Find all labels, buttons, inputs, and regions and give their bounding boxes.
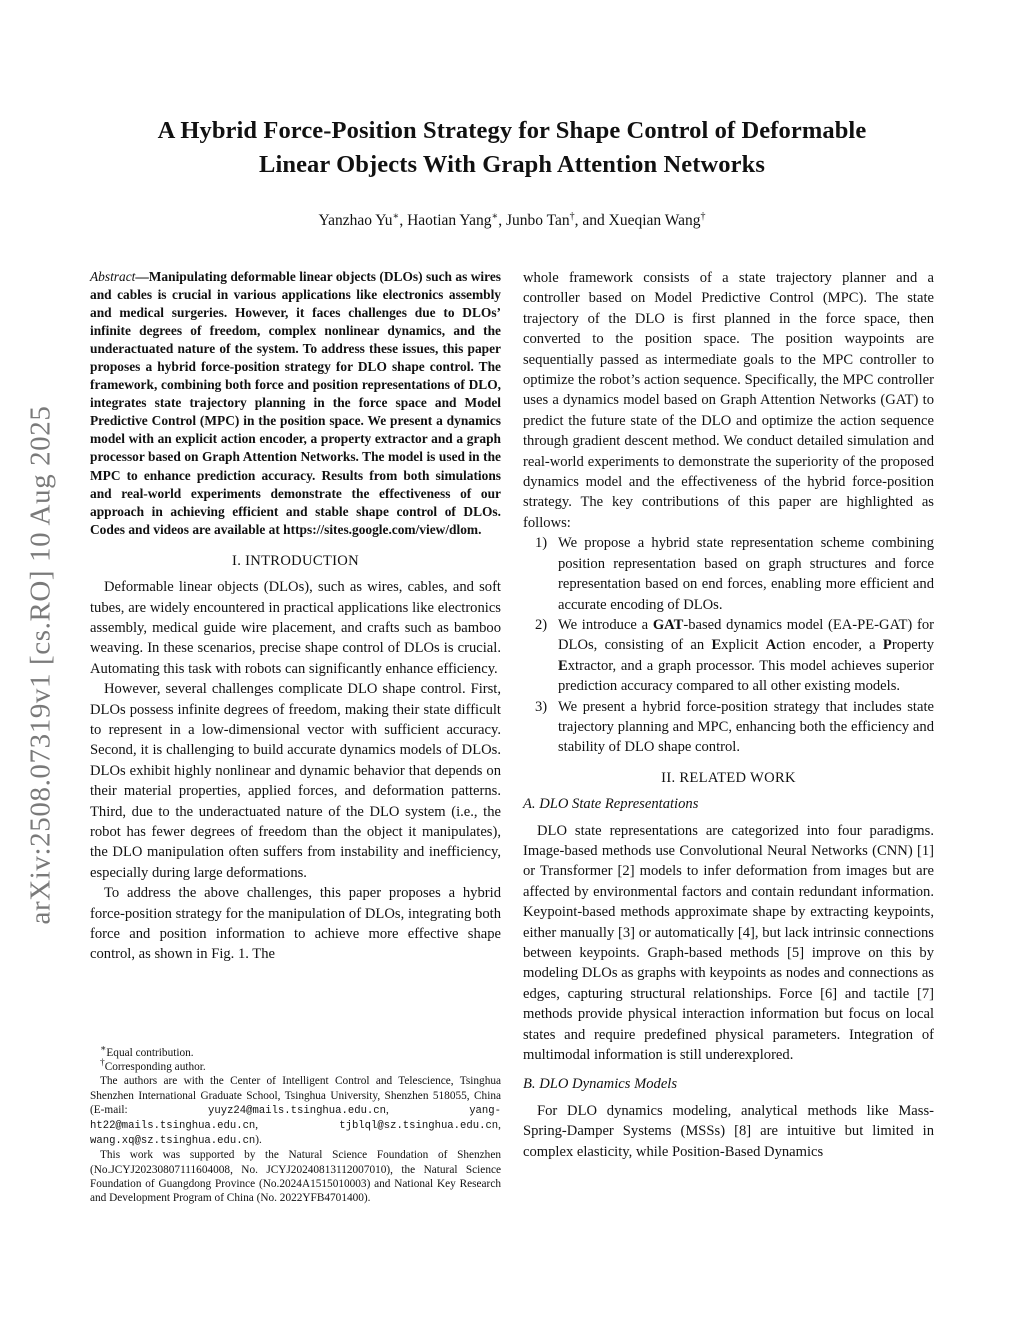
footnote-corresponding <box>90 1060 501 1074</box>
author-name: Junbo Tan <box>506 212 570 229</box>
list-item-text: xtractor, and a graph processor. This model achieves superior prediction accuracy compared to all other existing models. <box>558 657 934 695</box>
list-item-text: We present a hybrid force-position strategy that includes state trajectory planning and MPC, enhancing both the efficiency and stability of DLO shape control. <box>558 698 934 756</box>
list-item-text: We propose a hybrid state representation scheme combining position representation based on graph structures and force representation based on end forces, enabling more efficient and accurate encoding of DLOs. <box>558 535 934 613</box>
intro-paragraph-1: Deformable linear objects (DLOs), such as wires, cables, and soft tubes, are widely encountered in practical applications like electronics assembly, medical guide wire placement, and crafts such as bamboo weaving. In these scenarios, precise shape control of DLOs is crucial. Automating this task with robots can significantly enhance efficiency. <box>90 579 501 677</box>
list-item-number: 2) <box>535 616 548 633</box>
author-separator: , and <box>574 212 609 229</box>
author-mark: † <box>700 210 706 222</box>
footnote-equal-text: Equal contribution. <box>106 1047 194 1059</box>
right-column <box>523 268 934 1162</box>
email-link[interactable]: yuyz24@mails.tsinghua.edu.cn <box>208 1104 387 1117</box>
list-item-text: roperty <box>891 637 934 654</box>
emphasis: E <box>711 637 722 654</box>
affiliation-close: ). <box>255 1134 262 1147</box>
list-item-text: We introduce a <box>558 616 653 633</box>
intro-paragraph-3-continued: whole framework consists of a state trajectory planner and a controller based on Model Predictive Control (MPC). The state trajectory of the DLO is first planned in the force space, then converted to the position space. The position waypoints are sequentially passed as intermediate goals to the MPC controller to optimize the robot’s action sequence. Specifically, the MPC controller uses a dynamics model based on Graph Attention Networks (GAT) to predict the future state of the DLO and optimize the action sequence through gradient descent method. We conduct detailed simulation and real-world experiments to demonstrate the superiority of the proposed dynamics model and the effectiveness of the hybrid force-position strategy. The key contributions of this paper are highlighted as follows: <box>523 270 934 531</box>
footnote-mark: † <box>100 1058 105 1069</box>
list-item <box>523 615 934 697</box>
list-item-text: -based dynamics model (EA-PE-GAT) for DLOs, consisting of an <box>558 616 935 654</box>
section-heading-related-work: II. RELATED WORK <box>661 769 796 786</box>
email-link[interactable]: wang.xq@sz.tsinghua.edu.cn <box>90 1135 256 1148</box>
subsection-heading-state-representations: A. DLO State Representations <box>523 796 699 813</box>
abstract-dash: — <box>135 269 149 284</box>
related-paragraph-b: For DLO dynamics modeling, analytical methods like Mass-Spring-Damper Systems (MSSs) [8] are intuitive but limited in complex elasticity, while Position-Based Dynamics <box>523 1102 934 1160</box>
affiliation-text: The authors are with the Center of Intelligent Control and Telescience, Tsinghua Shenzhen International Graduate School, Tsinghua University, Shenzhen 518055, China (E-mail: <box>90 1075 501 1116</box>
list-item-text: ction encoder, a <box>776 637 883 654</box>
author-separator: , <box>498 212 506 229</box>
email-link[interactable]: tjblql@sz.tsinghua.edu.cn <box>339 1120 499 1133</box>
footnote-funding: This work was supported by the Natural Science Foundation of Shenzhen (No.JCYJ20230807111604008, No. JCYJ20240813112007010), the Natural Science Foundation of Guangdong Province (No.2024A1515010003) and National Key Research and Development Program of China (No. 2022YFB4701400). <box>90 1149 501 1205</box>
author-name: Yanzhao Yu <box>318 212 393 229</box>
author-mark: † <box>569 210 575 222</box>
footnote-affiliation: The authors are with the Center of Intelligent Control and Telescience, Tsinghua Shenzhen International Graduate School, Tsinghua University, Shenzhen 518055, China (E-mail: yuyz24@mails.tsinghua.edu.cn, yang-ht22@mails.tsinghua.edu.cn, tjblql@sz.tsinghua.edu.cn, wang.xq@sz.tsinghua.edu.cn). <box>90 1075 501 1148</box>
author-list <box>80 210 944 232</box>
footnote-corresponding-text: Corresponding author. <box>104 1061 206 1074</box>
emphasis: GAT <box>652 616 684 633</box>
abstract-label: Abstract <box>90 269 136 284</box>
title-line-1: A Hybrid Force-Position Strategy for Shape Control of Deformable <box>157 117 867 144</box>
footnotes <box>90 1046 501 1205</box>
arxiv-stamp-text: arXiv:2508.07319v1 [cs.RO] 10 Aug 2025 <box>24 405 57 925</box>
author-mark: ∗ <box>392 210 400 222</box>
emphasis: A <box>765 637 777 654</box>
title-line-2: Linear Objects With Graph Attention Networks <box>259 151 765 178</box>
list-item-text: xplicit <box>721 637 766 654</box>
email-link[interactable]: yang-ht22@mails.tsinghua.edu.cn <box>90 1104 501 1133</box>
emphasis: E <box>558 657 568 674</box>
list-item <box>523 533 934 615</box>
author-mark: ∗ <box>491 210 499 222</box>
abstract <box>90 268 501 539</box>
emphasis: P <box>882 637 892 654</box>
author-name: Xueqian Wang <box>608 212 701 229</box>
left-column <box>90 268 501 965</box>
intro-paragraph-3: To address the above challenges, this paper proposes a hybrid force-position strategy for the manipulation of DLOs, integrating both force and position information to achieve more effective shape control, as shown in Fig. 1. The <box>90 885 501 963</box>
footnote-mark: ∗ <box>100 1044 107 1055</box>
intro-paragraph-2: However, several challenges complicate DLO shape control. First, DLOs possess infinite degrees of freedom, making their state difficult to represent in a low-dimensional vector with sufficient accuracy. Second, it is challenging to build accurate dynamics models of DLOs. DLOs exhibit highly nonlinear and dynamic behavior that depends on their material properties, applied forces, and deformation patterns. Third, due to the underactuated nature of the DLO system (i.e., the robot has fewer degrees of freedom than the object it manipulates), the DLO manipulation often suffers from instability and inefficiency, especially during large deformations. <box>90 681 501 881</box>
list-item-number: 3) <box>535 698 548 715</box>
subsection-heading-dynamics-models: B. DLO Dynamics Models <box>523 1076 678 1093</box>
author-name: Haotian Yang <box>407 212 492 229</box>
footnote-equal <box>90 1046 501 1060</box>
related-paragraph-a: DLO state representations are categorized into four paradigms. Image-based methods use Convolutional Neural Networks (CNN) [1] or Transformer [2] models to infer deformation from images but are affected by environmental factors and contain redundant information. Keypoint-based methods approximate shape by extracting keypoints, either manually [3] or automatically [4], but lack intrinsic connections between keypoints. Graph-based methods [5] improve on this by modeling DLOs as graphs with keypoints as nodes and connections as edges, capturing structural relationships. Force [6] and tactile [7] methods provide physical interaction information but focus on local states and require predefined physical parameters. Integration of multimodal information is still underexplored. <box>523 822 934 1064</box>
list-item-number: 1) <box>535 535 548 552</box>
author-separator: , <box>399 212 408 229</box>
abstract-text: Manipulating deformable linear objects (DLOs) such as wires and cables is crucial in various applications like electronics assembly and medical surgeries. However, it faces challenges due to DLOs’ infinite degrees of freedom, complex nonlinear dynamics, and the underactuated nature of the system. To address these issues, this paper proposes a hybrid force-position strategy for DLO shape control. The framework, combining both force and position representations of DLO, integrates state trajectory planning in the force space and Model Predictive Control (MPC) in the position space. We present a dynamics model with an explicit action encoder, a property extractor and a graph processor based on Graph Attention Networks. The model is used in the MPC to enhance prediction accuracy. Results from both simulations and real-world experiments demonstrate the effectiveness of our approach in achieving efficient and stable shape control of DLOs. Codes and videos are available at https://sites.google.com/view/dlom. <box>90 269 501 537</box>
arxiv-stamp <box>26 365 56 965</box>
list-item <box>523 697 934 758</box>
section-heading-introduction: I. INTRODUCTION <box>232 552 359 569</box>
contributions-list <box>523 533 934 757</box>
paper-title <box>80 114 944 182</box>
